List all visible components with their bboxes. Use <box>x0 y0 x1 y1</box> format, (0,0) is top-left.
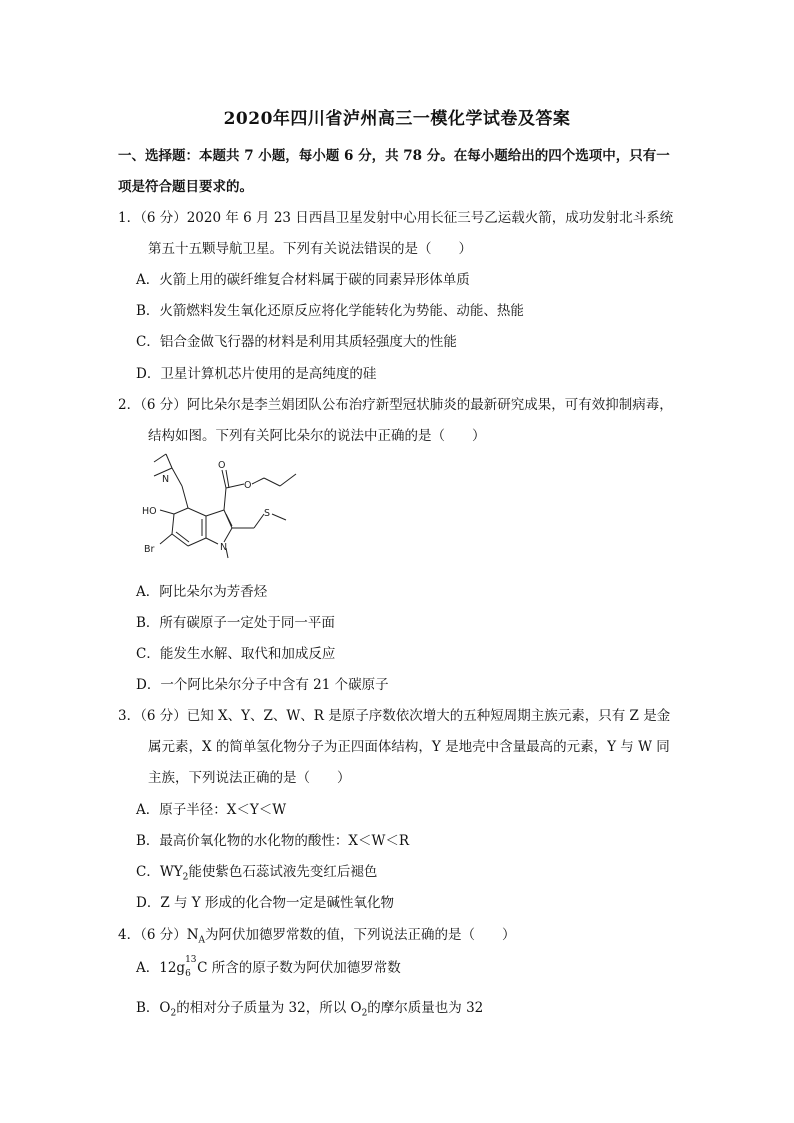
arbidol-structure-diagram <box>140 448 330 568</box>
carbon-13-isotope: 13 6 <box>185 955 197 979</box>
question-3-option-d: D．Z 与 Y 形成的化合物一定是碱性氧化物 <box>136 895 394 911</box>
structure-label-o-ester: O <box>244 480 252 491</box>
question-3-line-1: 3．（6 分）已知 X、Y、Z、W、R 是原子序数依次增大的五种短周期主族元素，只有 Z 是金 <box>118 708 671 724</box>
question-1-line-2: 第五十五颗导航卫星。下列有关说法错误的是（ ） <box>148 241 472 257</box>
question-2-option-d: D．一个阿比朵尔分子中含有 21 个碳原子 <box>136 677 389 693</box>
question-2-option-a: A．阿比朵尔为芳香烃 <box>136 584 268 600</box>
structure-label-s: S <box>264 508 271 519</box>
section-heading-line-2: 项是符合题目要求的。 <box>118 179 253 195</box>
question-4-option-b: B．$O_2$的相对分子质量为 32，所以 $O_2$的摩尔质量也为 32 <box>136 1000 484 1019</box>
question-3-line-2: 属元素，X 的简单氢化物分子为正四面体结构，Y 是地壳中含量最高的元素，Y 与 W 同 <box>148 739 670 755</box>
structure-label-o-carbonyl: O <box>218 460 226 471</box>
structure-label-br: Br <box>144 544 155 555</box>
section-heading-line-1: 一、选择题：本题共 7 小题，每小题 6 分，共 78 分。在每小题给出的四个选项中，只有一 <box>118 148 670 164</box>
question-4-option-a: A．12g 13 6 C 所含的原子数为阿伏加德罗常数 <box>136 955 401 979</box>
question-1-option-a: A．火箭上用的碳纤维复合材料属于碳的同素异形体单质 <box>136 272 470 288</box>
structure-label-n-ring: N <box>220 542 228 553</box>
question-1-option-b: B．火箭燃料发生氧化还原反应将化学能转化为势能、动能、热能 <box>136 303 524 319</box>
question-2-option-c: C．能发生水解、取代和加成反应 <box>136 646 336 662</box>
structure-label-ho: HO <box>142 506 157 517</box>
question-3-option-b: B．最高价氧化物的水化物的酸性：X＜W＜R <box>136 833 410 849</box>
question-4-line-1: 4．（6 分）$N_A$为阿伏加德罗常数的值，下列说法正确的是（ ） <box>118 927 516 946</box>
structure-label-n-amine: N <box>162 474 170 485</box>
question-3-line-3: 主族，下列说法正确的是（ ） <box>148 770 351 786</box>
question-1-option-c: C．铝合金做飞行器的材料是利用其质轻强度大的性能 <box>136 334 457 350</box>
question-3-option-c: C．$WY_2$能使紫色石蕊试液先变红后褪色 <box>136 864 378 883</box>
question-2-line-1: 2．（6 分）阿比朵尔是李兰娟团队公布治疗新型冠状肺炎的最新研究成果，可有效抑制病毒， <box>118 397 673 413</box>
question-2-option-b: B．所有碳原子一定处于同一平面 <box>136 615 335 631</box>
question-1-option-d: D．卫星计算机芯片使用的是高纯度的硅 <box>136 366 377 382</box>
question-3-option-a: A．原子半径：X＜Y＜W <box>136 802 287 818</box>
page-title: 2020年四川省泸州高三一模化学试卷及答案 <box>223 109 571 129</box>
question-1-line-1: 1．（6 分）2020 年 6 月 23 日西昌卫星发射中心用长征三号乙运载火箭，成功发射北斗系统 <box>118 210 674 226</box>
question-2-line-2: 结构如图。下列有关阿比朵尔的说法中正确的是（ ） <box>148 428 486 444</box>
